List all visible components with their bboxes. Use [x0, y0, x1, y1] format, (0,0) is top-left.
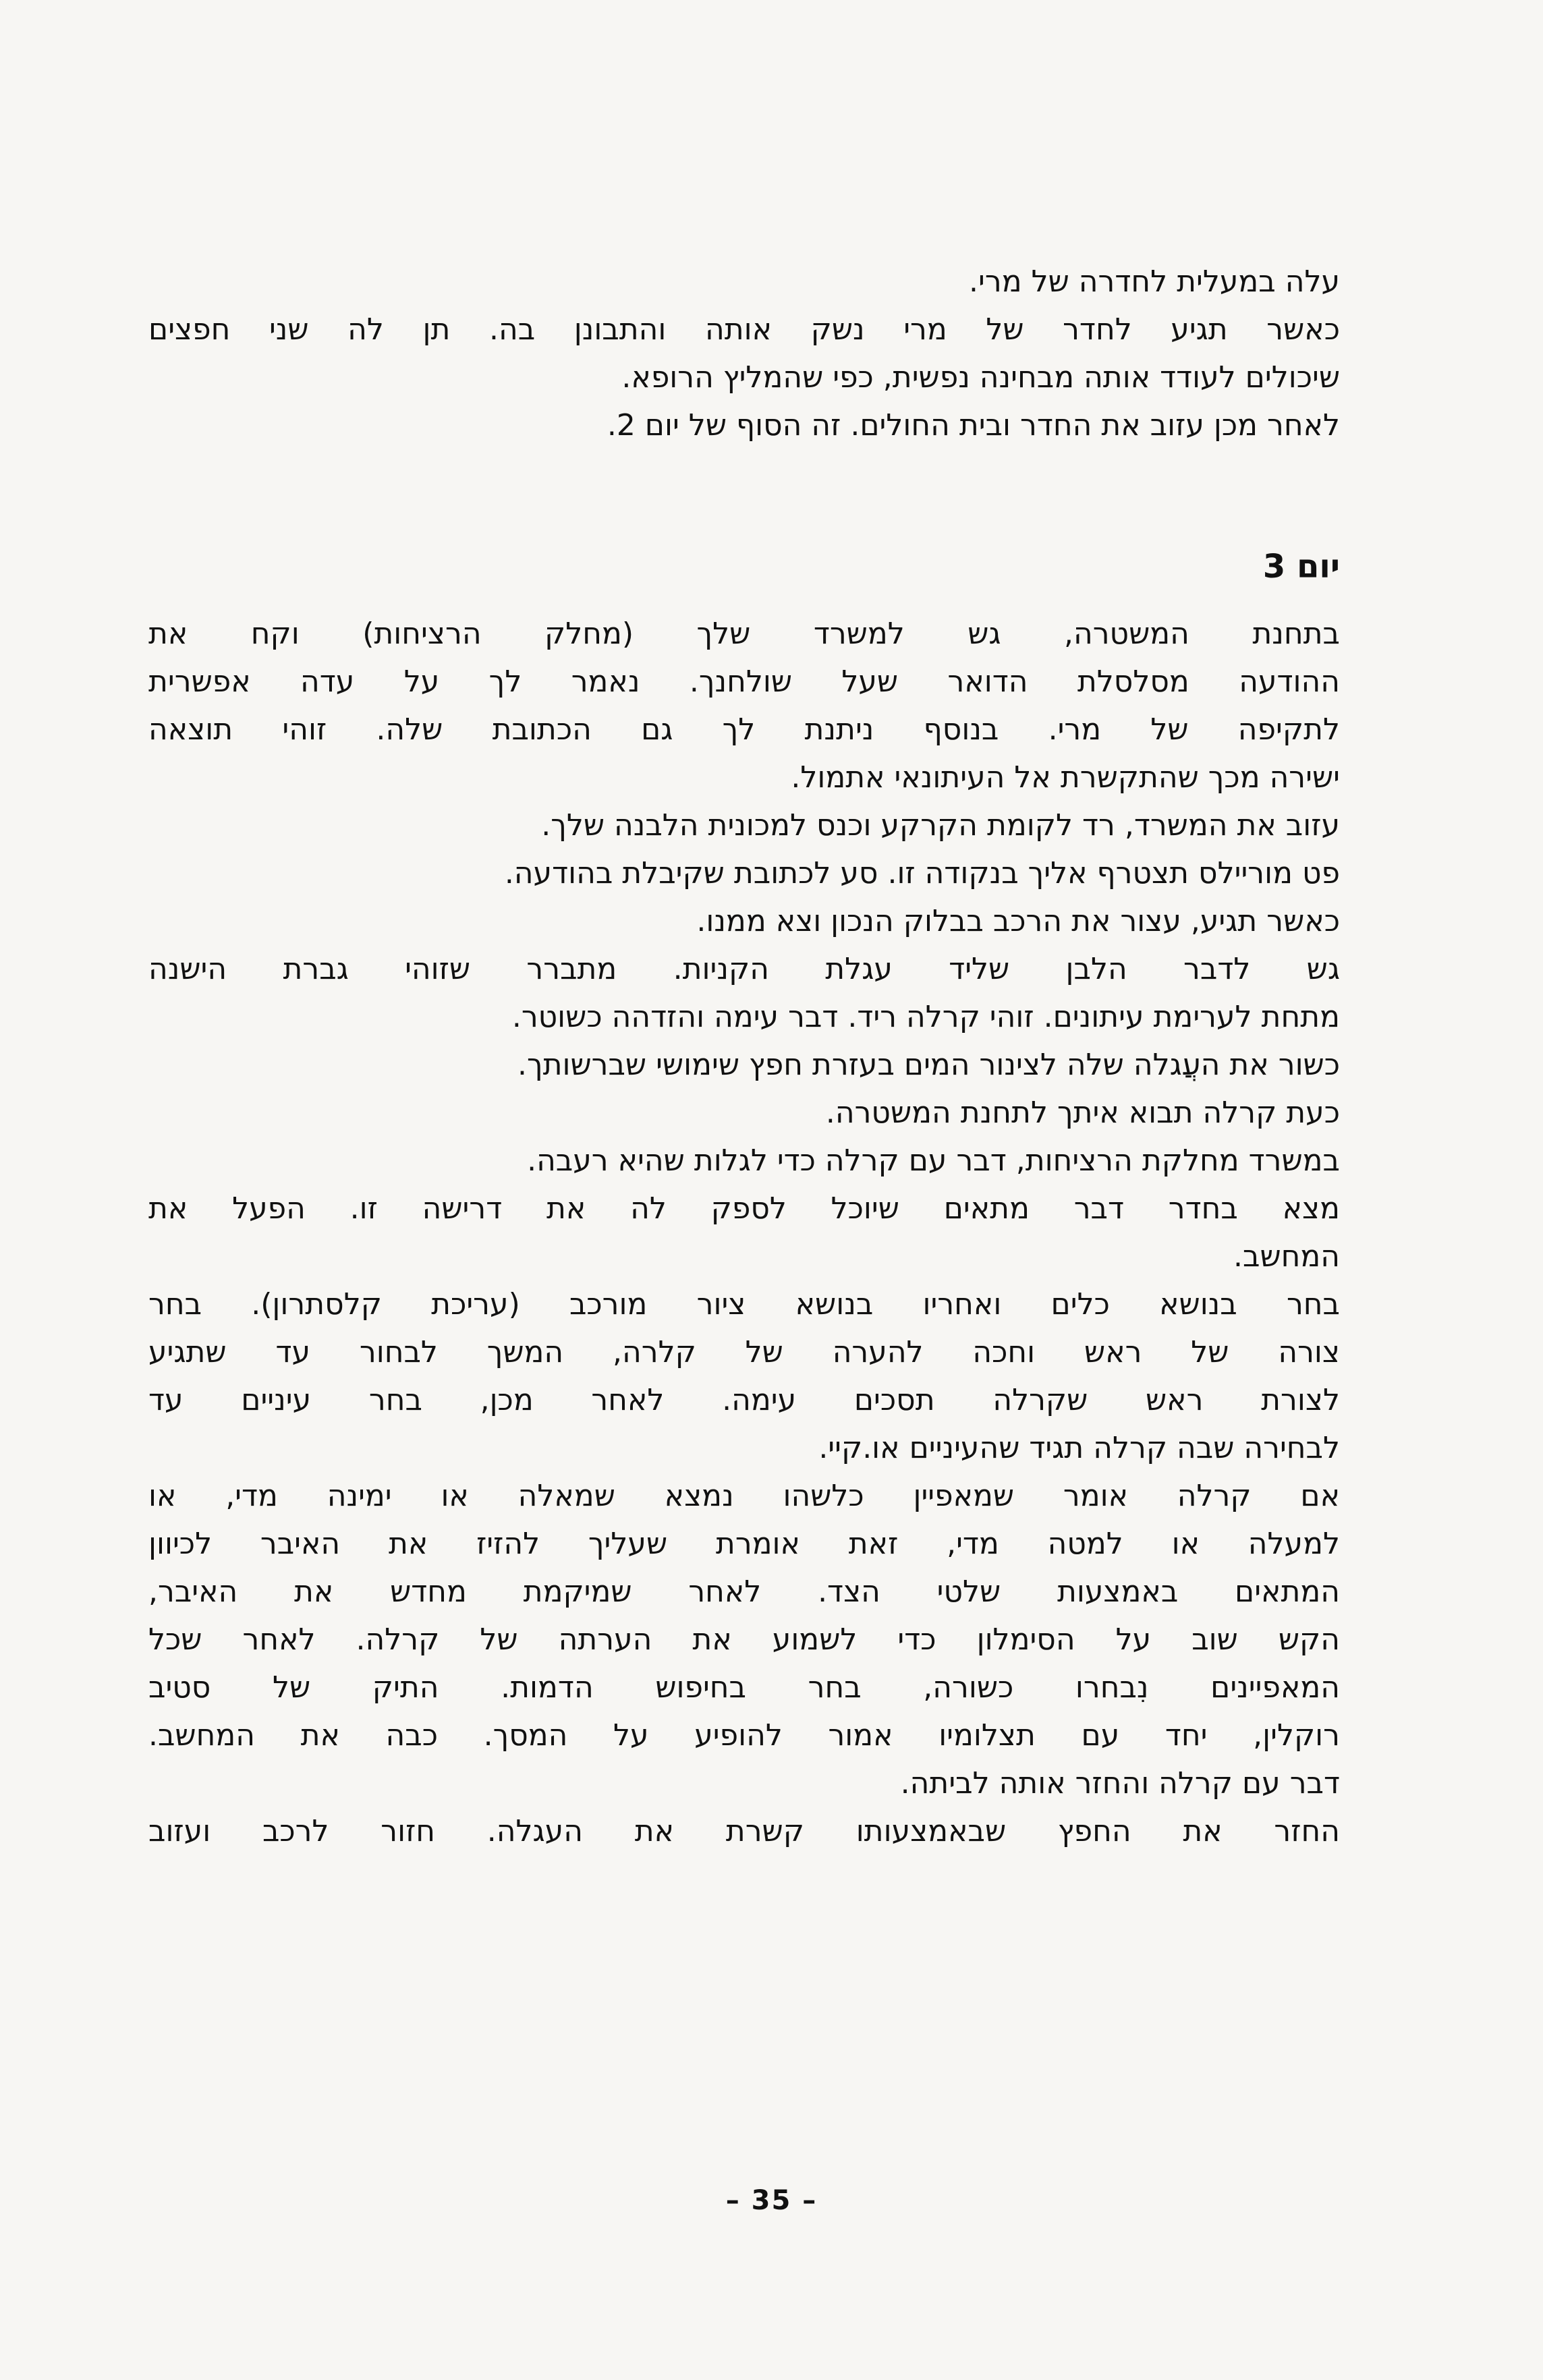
text-line: מתחת לערימת עיתונים. זוהי קרלה ריד. דבר עימה והזדהה כשוטר. [511, 1000, 1340, 1034]
text-line: בחר בנושא כלים ואחריו בנושא ציור מורכב (עריכת קלסתרון). בחר [148, 1287, 1340, 1322]
text-line: הקש שוב על הסימלון כדי לשמוע את הערתה של קרלה. לאחר שכל [148, 1622, 1340, 1657]
text-line: כעת קרלה תבוא איתך לתחנת המשטרה. [825, 1096, 1340, 1130]
text-line: כאשר תגיע, עצור את הרכב בבלוק הנכון וצא ממנו. [696, 904, 1340, 938]
text-line: כשור את העֲגלה שלה לצינור המים בעזרת חפץ שימושי שברשותך. [517, 1048, 1340, 1082]
text-line: כאשר תגיע לחדר של מרי נשק אותה והתבונן בה. תן לה שני חפצים [148, 312, 1340, 347]
text-line: לאחר מכן עזוב את החדר ובית החולים. זה הסוף של יום 2. [607, 408, 1340, 443]
text-line: למעלה או למטה מדי, זאת אומרת שעליך להזיז את האיבר לכיוון [148, 1527, 1340, 1561]
text-line: ישירה מכך שהתקשרת אל העיתונאי אתמול. [791, 760, 1340, 795]
text-line: החזר את החפץ שבאמצעותו קשרת את העגלה. חזור לרכב ועזוב [148, 1814, 1340, 1848]
text-line: רוקלין, יחד עם תצלומיו אמור להופיע על המסך. כבה את המחשב. [148, 1718, 1340, 1753]
text-line: לתקיפה של מרי. בנוסף ניתנת לך גם הכתובת שלה. זוהי תוצאה [148, 712, 1340, 747]
day-heading: יום 3 [1262, 548, 1340, 586]
text-line: עזוב את המשרד, רד לקומת הקרקע וכנס למכונית הלבנה שלך. [541, 808, 1340, 843]
text-line: אם קרלה אומר שמאפיין כלשהו נמצא שמאלה או ימינה מדי, או [148, 1479, 1340, 1513]
text-line: המאפיינים נִבחרו כשורה, בחר בחיפוש הדמות. התיק של סטיב [148, 1670, 1340, 1705]
text-line: בתחנת המשטרה, גש למשרד שלך (מחלק הרציחות) וקח את [148, 617, 1340, 651]
text-line: ההודעה מסלסלת הדואר שעל שולחנך. נאמר לך על עדה אפשרית [148, 664, 1340, 699]
text-line: גש לדבר הלבן שליד עגלת הקניות. מתברר שזוהי גברת הישנה [148, 952, 1340, 986]
text-line: לצורת ראש שקרלה תסכים עימה. לאחר מכן, בחר עיניים עד [148, 1383, 1340, 1417]
text-line: שיכולים לעודד אותה מבחינה נפשית, כפי שהמליץ הרופא. [621, 360, 1340, 395]
intro-paragraph [148, 258, 1340, 449]
text-line: מצא בחדר דבר מתאים שיוכל לספק לה את דרישה זו. הפעל את [148, 1191, 1340, 1226]
text-line: המתאים באמצעות שלטי הצד. לאחר שמיקמת מחדש את האיבר, [148, 1575, 1340, 1609]
walkthrough-body [148, 610, 1340, 1855]
text-line: עלה במעלית לחדרה של מרי. [969, 264, 1340, 299]
text-line: המחשב. [1233, 1239, 1340, 1274]
text-line: לבחירה שבה קרלה תגיד שהעיניים או.קיי. [818, 1431, 1340, 1465]
text-line: דבר עם קרלה והחזר אותה לביתה. [900, 1766, 1340, 1801]
page-number: – 35 – [725, 2185, 818, 2216]
text-line: פט מוריילס תצטרף אליך בנקודה זו. סע לכתובת שקיבלת בהודעה. [504, 856, 1340, 890]
text-line: במשרד מחלקת הרציחות, דבר עם קרלה כדי לגלות שהיא רעבה. [527, 1143, 1340, 1178]
text-line: צורה של ראש וחכה להערה של קלרה, המשך לבחור עד שתגיע [148, 1335, 1340, 1369]
